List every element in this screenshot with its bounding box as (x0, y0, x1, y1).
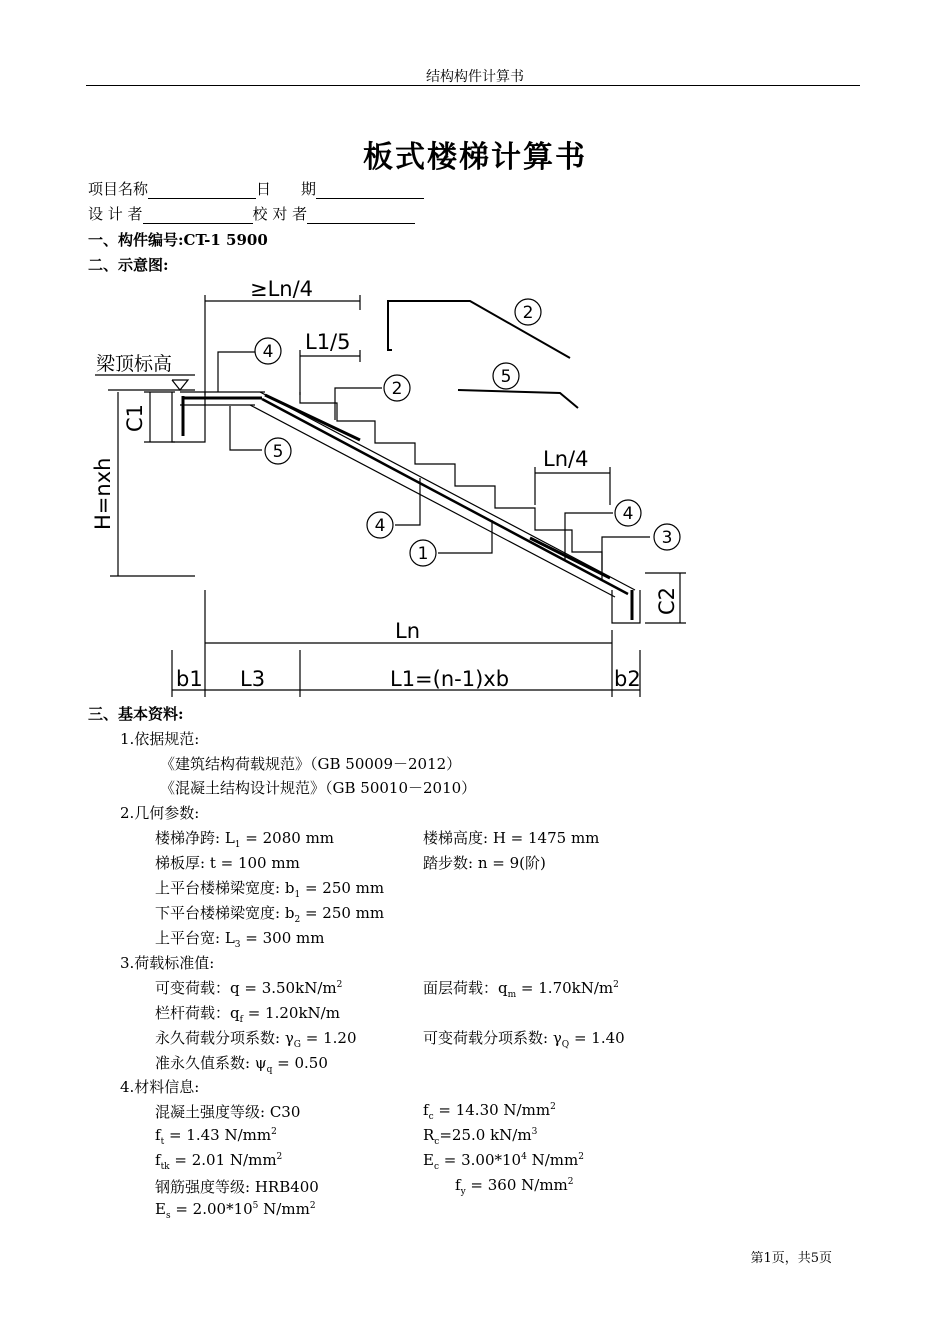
project-label: 项目名称 (88, 180, 149, 198)
section-3-heading: 三、基本资料: (88, 705, 184, 723)
mat-ec: $E_c = 3.00*10^4$ $N/mm^2$ (423, 1151, 584, 1172)
mat-rc: $R_c=25.0$ $kN/m^3$ (423, 1126, 538, 1147)
label-l3: L3 (240, 667, 266, 691)
geo-steps: 踏步数: n = 9(阶) (423, 854, 546, 872)
label-c1: C1 (123, 403, 147, 432)
geo-b1: 上平台楼梯梁宽度: $b_1 = 250$ mm (155, 879, 385, 900)
marker-2-detail-text: 2 (522, 303, 534, 323)
geo-l3: 上平台宽: $L_3 = 300$ mm (155, 929, 325, 950)
marker-3-text: 3 (661, 528, 673, 548)
load-finish: 面层荷载：$q_m = 1.70kN/m^2$ (423, 979, 619, 1000)
label-beam-top: 梁顶标高 (96, 353, 173, 375)
rebar-5-detail (458, 390, 578, 408)
item-2-heading: 2.几何参数: (120, 804, 200, 822)
marker-4-top-text: 4 (262, 342, 274, 362)
section-2-heading: 二、示意图: (88, 256, 169, 274)
date-label: 日 期 (256, 180, 317, 198)
label-c2: C2 (655, 586, 679, 615)
running-header: 结构构件计算书 (426, 69, 524, 85)
item-4-heading: 4.材料信息: (120, 1078, 200, 1096)
item-1-heading: 1.依据规范: (120, 730, 200, 748)
label-l1: L1=(n-1)xb (390, 667, 510, 691)
section-1-heading: 一、构件编号:CT-1 5900 (88, 231, 268, 249)
document-title: 板式楼梯计算书 (363, 140, 587, 175)
label-top-dim: ≥Ln/4 (250, 277, 314, 301)
checker-label: 校 对 者 (252, 205, 308, 223)
marker-4-right-text: 4 (622, 504, 634, 524)
code-load: 《建筑结构荷载规范》（GB 50009－2012） (160, 755, 462, 773)
geo-b2: 下平台楼梯梁宽度: $b_2 = 250$ mm (155, 904, 385, 925)
item-3-heading: 3.荷载标准值: (120, 954, 215, 972)
label-ln4: Ln/4 (543, 447, 589, 471)
mat-ft: $f_t = 1.43$ $N/mm^2$ (155, 1126, 277, 1147)
label-b1: b1 (176, 667, 203, 691)
marker-2-mid-text: 2 (391, 379, 403, 399)
marker-5-left-text: 5 (272, 442, 284, 462)
label-b2: b2 (614, 667, 641, 691)
load-railing: 栏杆荷载：$q_f = 1.20kN/m$ (155, 1004, 340, 1025)
mat-ftk: $f_{tk} = 2.01$ $N/mm^2$ (155, 1151, 283, 1172)
mat-es: $E_s = 2.00*10^5$ $N/mm^2$ (155, 1200, 316, 1221)
code-concrete: 《混凝土结构设计规范》（GB 50010－2010） (160, 779, 477, 797)
rebar-2-detail (388, 301, 570, 358)
mat-steel: 钢筋强度等级: HRB400 (155, 1178, 319, 1196)
marker-4-left-text: 4 (374, 516, 386, 536)
geo-thickness: 梯板厚: t = 100 mm (155, 854, 300, 872)
page-number: 第1页，共5页 (750, 1251, 832, 1266)
label-ln: Ln (395, 619, 421, 643)
mat-fy: $f_y = 360$ $N/mm^2$ (455, 1176, 574, 1197)
factor-quasi-permanent: 准永久值系数: $\psi_q = 0.50$ (155, 1054, 328, 1075)
mat-fc: $f_c = 14.30$ $N/mm^2$ (423, 1101, 556, 1122)
designer-label: 设 计 者 (88, 205, 143, 223)
label-l1-5: L1/5 (305, 330, 351, 354)
factor-variable: 可变荷载分项系数: $\gamma_Q = 1.40$ (423, 1029, 625, 1050)
flight-slab-top (260, 392, 635, 590)
label-h: H=nxh (91, 457, 115, 530)
geo-span: 楼梯净跨: $L_1 = 2080$ mm (155, 829, 335, 850)
load-variable: 可变荷载：$q = 3.50kN/m^2$ (155, 979, 343, 997)
mat-concrete: 混凝土强度等级: C30 (155, 1103, 301, 1121)
lower-beam (612, 590, 640, 623)
marker-1-text: 1 (417, 544, 429, 564)
step-profile (300, 392, 602, 570)
marker-5-detail-text: 5 (500, 367, 512, 387)
flight-slab-bottom (250, 405, 615, 597)
factor-permanent: 永久荷载分项系数: $\gamma_G = 1.20$ (155, 1029, 357, 1050)
main-rebar (262, 399, 628, 594)
geo-height: 楼梯高度: H = 1475 mm (423, 829, 600, 847)
